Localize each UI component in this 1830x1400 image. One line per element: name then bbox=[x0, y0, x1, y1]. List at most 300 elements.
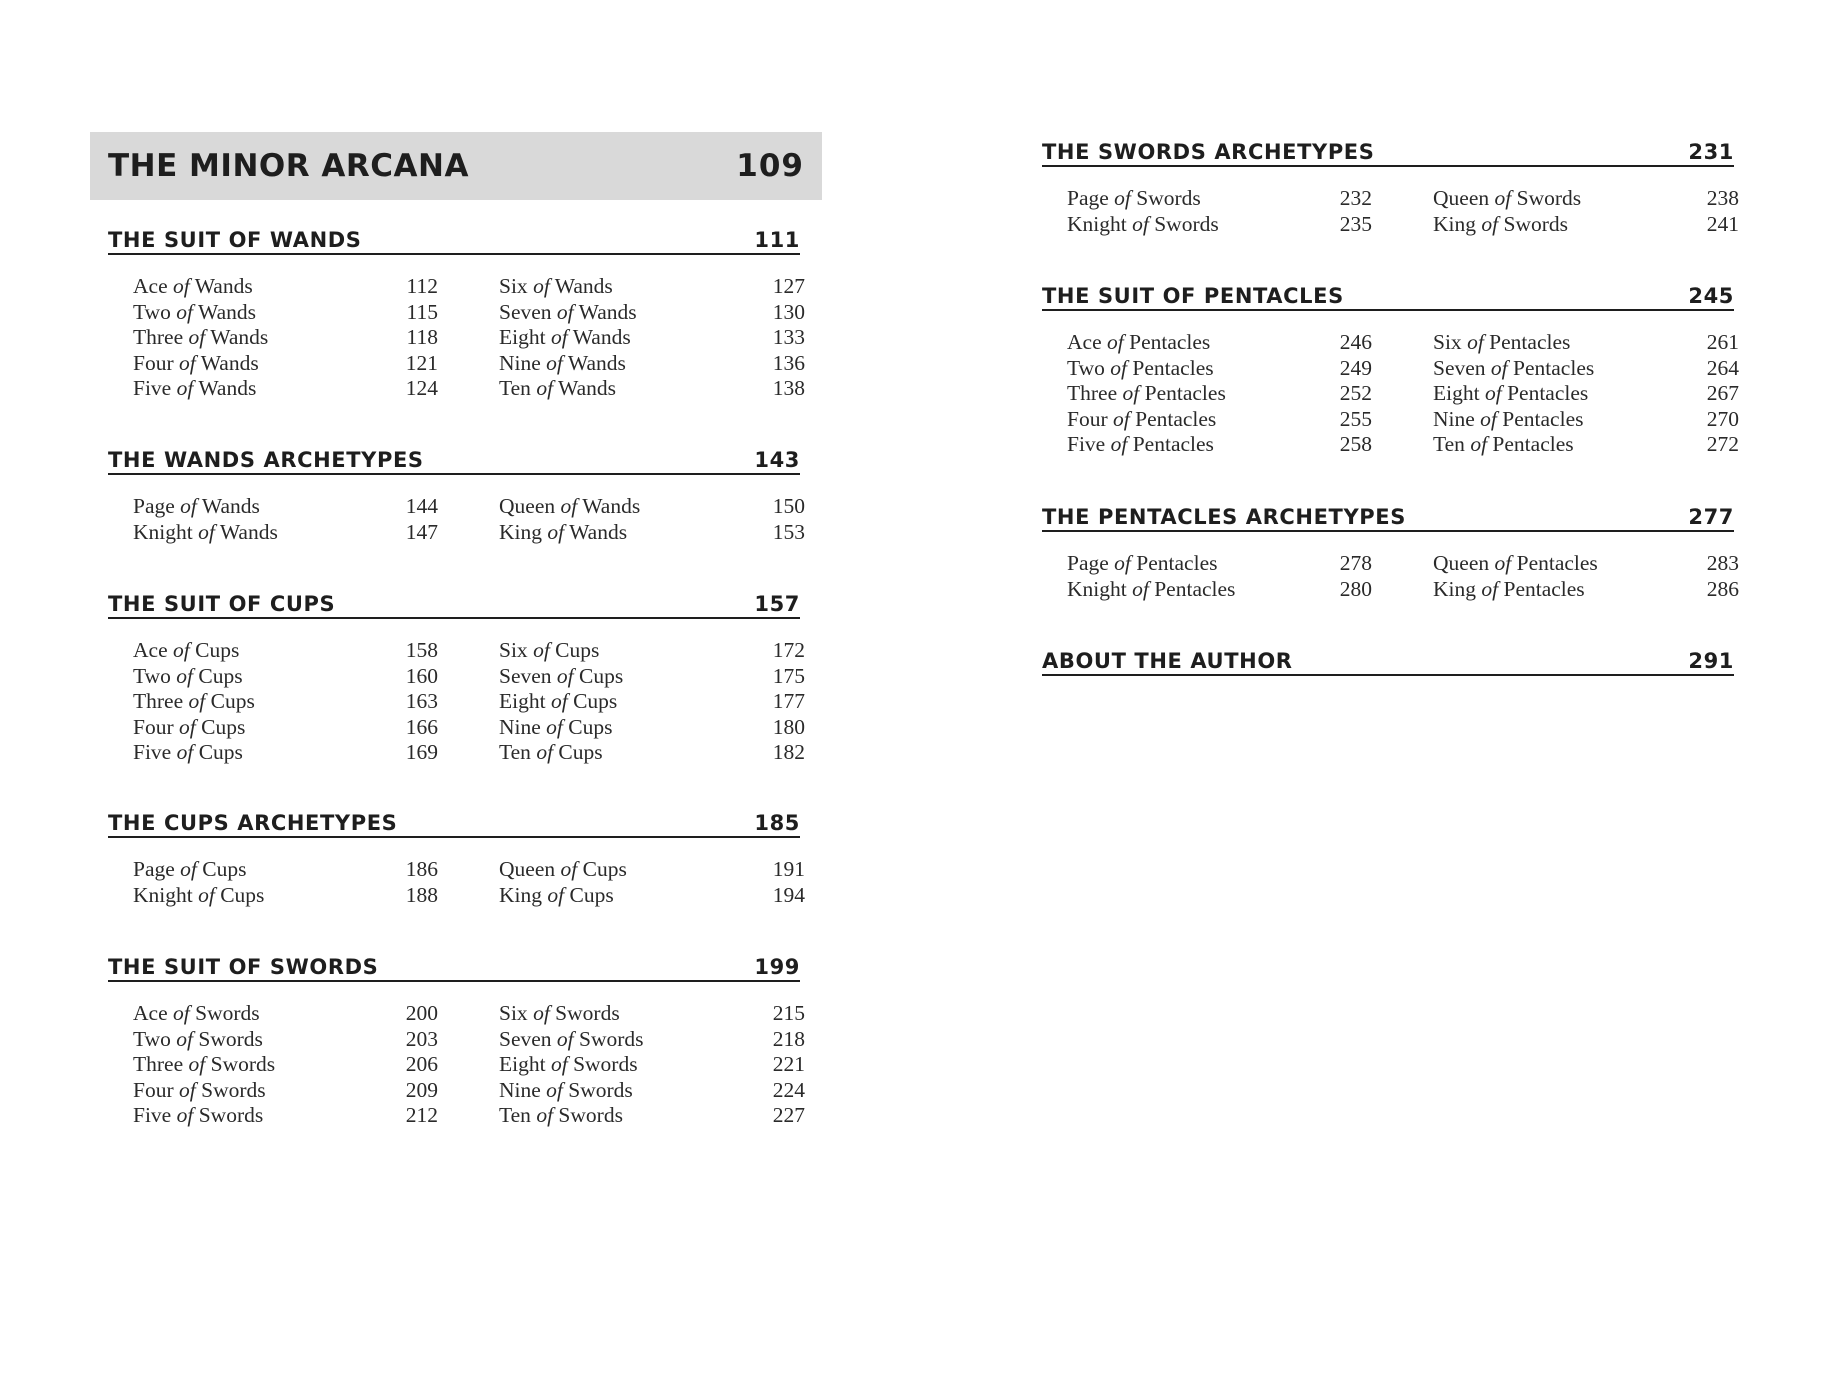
toc-entry-label[interactable] bbox=[499, 325, 749, 351]
section-title: THE PENTACLES ARCHETYPES bbox=[1042, 505, 1406, 529]
section-title: THE SUIT OF SWORDS bbox=[108, 955, 379, 979]
entry-suit: Pentacles bbox=[1132, 355, 1214, 380]
entry-connector: of bbox=[547, 882, 565, 907]
entry-connector: of bbox=[176, 1103, 194, 1128]
entry-column-left bbox=[133, 274, 438, 402]
entry-suit: Cups bbox=[568, 714, 613, 739]
toc-entry-label[interactable] bbox=[133, 494, 373, 520]
toc-entry-page: 272 bbox=[1706, 432, 1739, 457]
toc-entry-page: 203 bbox=[405, 1026, 438, 1051]
entry-columns bbox=[1067, 186, 1739, 237]
toc-entry-page: 127 bbox=[772, 274, 805, 298]
entry-rank: Two bbox=[133, 663, 171, 688]
entry-connector: of bbox=[550, 1052, 568, 1077]
toc-entry-label[interactable] bbox=[1433, 186, 1683, 212]
entry-suit: Wands bbox=[582, 494, 641, 518]
entry-connector: of bbox=[1490, 355, 1508, 380]
entry-connector: of bbox=[1110, 432, 1128, 457]
entry-suit: Cups bbox=[569, 882, 614, 907]
entry-suit: Pentacles bbox=[1492, 432, 1574, 457]
entry-suit: Wands bbox=[569, 519, 628, 544]
toc-entry-page: 241 bbox=[1706, 211, 1739, 236]
toc-entry-page: 160 bbox=[405, 663, 438, 688]
toc-section bbox=[108, 952, 805, 1129]
section-heading[interactable] bbox=[108, 952, 800, 982]
entry-connector: of bbox=[1470, 432, 1488, 457]
toc-entry-label[interactable] bbox=[499, 1103, 749, 1129]
section-heading[interactable] bbox=[1042, 137, 1734, 167]
toc-entry-page: 252 bbox=[1339, 381, 1372, 406]
entry-rank: Queen bbox=[499, 857, 556, 881]
toc-entry-label[interactable] bbox=[1433, 330, 1683, 356]
entry-rank: Two bbox=[1067, 355, 1105, 380]
toc-entry-label[interactable] bbox=[499, 638, 749, 664]
toc-entry-page: 278 bbox=[1339, 551, 1372, 575]
entry-rank: Page bbox=[133, 494, 175, 518]
entry-suit: Swords bbox=[198, 1103, 264, 1128]
toc-entry-label[interactable] bbox=[133, 1027, 373, 1053]
entry-suit: Pentacles bbox=[1154, 576, 1236, 601]
entry-rank: King bbox=[499, 882, 542, 907]
entry-suit: Wands bbox=[558, 376, 617, 401]
entry-rank: Three bbox=[133, 689, 184, 714]
toc-entry-label[interactable] bbox=[499, 351, 749, 377]
entry-suit: Pentacles bbox=[1489, 330, 1571, 354]
section-heading[interactable] bbox=[108, 808, 800, 838]
entry-rank: Queen bbox=[499, 494, 556, 518]
entry-connector: of bbox=[536, 376, 554, 401]
entry-columns bbox=[133, 494, 805, 545]
section-page-number: 199 bbox=[754, 955, 800, 979]
toc-entry-page: 188 bbox=[405, 882, 438, 907]
toc-entry-page: 118 bbox=[406, 325, 438, 350]
entry-connector: of bbox=[1481, 211, 1499, 236]
entry-rank: King bbox=[1433, 576, 1476, 601]
entry-suit: Swords bbox=[1136, 186, 1201, 210]
toc-section bbox=[108, 808, 805, 908]
entry-suit: Wands bbox=[567, 350, 626, 375]
toc-entry-label[interactable] bbox=[133, 1001, 373, 1027]
entry-connector: of bbox=[188, 325, 206, 350]
toc-section bbox=[1042, 502, 1739, 602]
entry-suit: Wands bbox=[578, 299, 637, 324]
entry-rank: Nine bbox=[1433, 406, 1475, 431]
entry-column-right bbox=[1433, 186, 1738, 237]
entry-connector: of bbox=[198, 882, 215, 907]
toc-entry-label[interactable] bbox=[133, 351, 373, 377]
toc-entry-page: 238 bbox=[1706, 186, 1739, 210]
toc-entry-page: 280 bbox=[1339, 576, 1372, 601]
entry-connector: of bbox=[550, 325, 568, 350]
entry-rank: Ten bbox=[499, 376, 531, 401]
toc-entry-page: 150 bbox=[772, 494, 805, 518]
entry-column-right bbox=[499, 494, 804, 545]
entry-column-left bbox=[133, 494, 438, 545]
toc-entry-label[interactable] bbox=[133, 274, 373, 300]
entry-connector: of bbox=[1494, 551, 1512, 575]
toc-entry-label[interactable] bbox=[1067, 356, 1307, 382]
entry-connector: of bbox=[546, 350, 563, 375]
toc-entry-label[interactable] bbox=[499, 883, 749, 909]
entry-connector: of bbox=[1467, 330, 1484, 354]
entry-rank: Ten bbox=[499, 740, 531, 765]
entry-rank: Eight bbox=[499, 689, 546, 714]
toc-entry-label[interactable] bbox=[133, 857, 373, 883]
toc-section bbox=[1042, 137, 1739, 237]
entry-connector: of bbox=[1114, 551, 1131, 575]
entry-connector: of bbox=[1107, 330, 1124, 354]
toc-entry-page: 200 bbox=[405, 1001, 438, 1025]
entry-suit: Wands bbox=[219, 519, 278, 544]
entry-connector: of bbox=[1484, 381, 1502, 406]
entry-suit: Pentacles bbox=[1502, 406, 1584, 431]
toc-entry-page: 246 bbox=[1339, 330, 1372, 354]
entry-rank: Three bbox=[133, 1052, 184, 1077]
toc-entry-label[interactable] bbox=[133, 1052, 373, 1078]
entry-suit: Cups bbox=[573, 689, 618, 714]
entry-suit: Pentacles bbox=[1513, 355, 1595, 380]
entry-suit: Pentacles bbox=[1135, 406, 1217, 431]
entry-columns bbox=[1067, 551, 1739, 602]
entry-rank: Six bbox=[1433, 330, 1462, 354]
toc-entry-page: 158 bbox=[405, 638, 438, 662]
entry-rank: Ace bbox=[133, 274, 168, 298]
toc-entry-label[interactable] bbox=[1067, 407, 1307, 433]
entry-connector: of bbox=[176, 663, 194, 688]
toc-entry-page: 255 bbox=[1339, 406, 1372, 431]
entry-column-left bbox=[1067, 551, 1372, 602]
entry-connector: of bbox=[560, 494, 578, 518]
toc-entry-label[interactable] bbox=[133, 300, 373, 326]
toc-entry-label[interactable] bbox=[499, 740, 749, 766]
toc-entry-label[interactable] bbox=[1433, 356, 1683, 382]
entry-rank: Seven bbox=[1433, 355, 1486, 380]
toc-entry-page: 221 bbox=[772, 1052, 805, 1077]
entry-rank: Page bbox=[1067, 551, 1109, 575]
section-page-number: 143 bbox=[754, 448, 800, 472]
entry-connector: of bbox=[1122, 381, 1140, 406]
entry-columns bbox=[1067, 330, 1739, 458]
entry-suit: Swords bbox=[568, 1077, 633, 1102]
toc-entry-label[interactable] bbox=[133, 883, 373, 909]
entry-column-right bbox=[499, 857, 804, 908]
entry-suit: Pentacles bbox=[1136, 551, 1218, 575]
entry-suit: Cups bbox=[579, 663, 624, 688]
section-page-number: 291 bbox=[1688, 649, 1734, 673]
entry-rank: Knight bbox=[1067, 211, 1127, 236]
toc-entry-page: 182 bbox=[772, 740, 805, 765]
entry-suit: Pentacles bbox=[1507, 381, 1589, 406]
entry-connector: of bbox=[1132, 211, 1149, 236]
toc-entry-label[interactable] bbox=[499, 715, 749, 741]
toc-entry-label[interactable] bbox=[1067, 330, 1307, 356]
entry-rank: Eight bbox=[1433, 381, 1480, 406]
entry-rank: Four bbox=[133, 714, 174, 739]
entry-rank: Queen bbox=[1433, 186, 1490, 210]
toc-entry-page: 115 bbox=[406, 299, 438, 324]
toc-entry-label[interactable] bbox=[499, 520, 749, 546]
entry-rank: Page bbox=[133, 857, 175, 881]
entry-connector: of bbox=[533, 638, 550, 662]
entry-suit: Swords bbox=[555, 1001, 620, 1025]
toc-entry-label[interactable] bbox=[1433, 432, 1683, 458]
entry-column-left bbox=[1067, 186, 1372, 237]
entry-connector: of bbox=[1481, 576, 1499, 601]
toc-entry-page: 227 bbox=[772, 1103, 805, 1128]
toc-entry-label[interactable] bbox=[133, 638, 373, 664]
section-heading[interactable] bbox=[108, 589, 800, 619]
entry-rank: Ten bbox=[1433, 432, 1465, 457]
section-heading[interactable] bbox=[1042, 646, 1734, 676]
toc-entry-label[interactable] bbox=[1433, 381, 1683, 407]
entry-connector: of bbox=[176, 299, 194, 324]
toc-entry-label[interactable] bbox=[1067, 212, 1307, 238]
section-heading[interactable] bbox=[108, 225, 800, 255]
toc-entry-label[interactable] bbox=[499, 1027, 749, 1053]
entry-connector: of bbox=[536, 740, 554, 765]
entry-rank: Five bbox=[133, 1103, 172, 1128]
entry-suit: Cups bbox=[202, 857, 247, 881]
entry-rank: Five bbox=[1067, 432, 1106, 457]
entry-connector: of bbox=[560, 857, 578, 881]
entry-suit: Wands bbox=[572, 325, 631, 350]
toc-entry-label[interactable] bbox=[133, 325, 373, 351]
entry-rank: Seven bbox=[499, 663, 552, 688]
toc-entry-label[interactable] bbox=[1067, 432, 1307, 458]
toc-entry-label[interactable] bbox=[499, 274, 749, 300]
toc-entry-page: 112 bbox=[406, 274, 438, 298]
toc-entry-page: 258 bbox=[1339, 432, 1372, 457]
toc-entry-page: 209 bbox=[405, 1077, 438, 1102]
entry-rank: Four bbox=[133, 350, 174, 375]
section-page-number: 245 bbox=[1688, 284, 1734, 308]
entry-suit: Wands bbox=[194, 274, 253, 298]
toc-entry-page: 144 bbox=[405, 494, 438, 518]
entry-column-right bbox=[1433, 330, 1738, 458]
entry-connector: of bbox=[173, 1001, 190, 1025]
entry-connector: of bbox=[176, 376, 194, 401]
toc-entry-page: 177 bbox=[772, 689, 805, 714]
entry-rank: Six bbox=[499, 274, 528, 298]
section-page-number: 157 bbox=[754, 592, 800, 616]
section-heading[interactable] bbox=[1042, 502, 1734, 532]
entry-connector: of bbox=[533, 1001, 550, 1025]
toc-entry-page: 180 bbox=[772, 714, 805, 739]
toc-entry-label[interactable] bbox=[133, 520, 373, 546]
toc-entry-page: 218 bbox=[772, 1026, 805, 1051]
section-heading[interactable] bbox=[108, 445, 800, 475]
toc-entry-page: 133 bbox=[772, 325, 805, 350]
entry-column-right bbox=[499, 274, 804, 402]
part-page-number: 109 bbox=[736, 148, 804, 184]
entry-column-left bbox=[1067, 330, 1372, 458]
toc-section bbox=[1042, 646, 1734, 676]
toc-entry-label[interactable] bbox=[499, 664, 749, 690]
toc-entry-page: 121 bbox=[405, 350, 438, 375]
entry-suit: Cups bbox=[555, 638, 600, 662]
toc-entry-page: 124 bbox=[405, 376, 438, 401]
toc-entry-label[interactable] bbox=[499, 1052, 749, 1078]
toc-entry-page: 138 bbox=[772, 376, 805, 401]
entry-suit: Swords bbox=[198, 1026, 263, 1051]
toc-entry-label[interactable] bbox=[1067, 551, 1307, 577]
entry-rank: King bbox=[499, 519, 542, 544]
entry-rank: Four bbox=[1067, 406, 1108, 431]
toc-entry-label[interactable] bbox=[499, 376, 749, 402]
entry-suit: Swords bbox=[1154, 211, 1219, 236]
toc-entry-label[interactable] bbox=[133, 1078, 373, 1104]
entry-connector: of bbox=[176, 1026, 194, 1051]
toc-entry-label[interactable] bbox=[1067, 381, 1307, 407]
entry-rank: Four bbox=[133, 1077, 174, 1102]
entry-column-right bbox=[1433, 551, 1738, 602]
entry-connector: of bbox=[1110, 355, 1128, 380]
entry-connector: of bbox=[180, 494, 197, 518]
entry-columns bbox=[133, 274, 805, 402]
toc-entry-page: 261 bbox=[1706, 330, 1739, 354]
toc-entry-label[interactable] bbox=[499, 689, 749, 715]
entry-rank: Two bbox=[133, 299, 171, 324]
toc-entry-page: 267 bbox=[1706, 381, 1739, 406]
toc-entry-label[interactable] bbox=[1433, 212, 1683, 238]
section-page-number: 231 bbox=[1688, 140, 1734, 164]
entry-suit: Pentacles bbox=[1516, 551, 1598, 575]
entry-suit: Cups bbox=[210, 689, 255, 714]
entry-column-left bbox=[133, 1001, 438, 1129]
entry-rank: Nine bbox=[499, 350, 541, 375]
toc-entry-page: 147 bbox=[405, 519, 438, 544]
toc-entry-page: 224 bbox=[772, 1077, 805, 1102]
entry-connector: of bbox=[556, 1026, 574, 1051]
entry-suit: Swords bbox=[210, 1052, 276, 1077]
entry-rank: Ten bbox=[499, 1103, 531, 1128]
toc-entry-page: 163 bbox=[405, 689, 438, 714]
entry-connector: of bbox=[546, 714, 563, 739]
toc-entry-label[interactable] bbox=[1067, 186, 1307, 212]
section-title: THE SUIT OF CUPS bbox=[108, 592, 336, 616]
entry-rank: Ace bbox=[1067, 330, 1102, 354]
entry-connector: of bbox=[173, 274, 190, 298]
toc-entry-page: 264 bbox=[1706, 355, 1739, 380]
entry-rank: Nine bbox=[499, 714, 541, 739]
toc-entry-label[interactable] bbox=[499, 300, 749, 326]
toc-entry-label[interactable] bbox=[1433, 407, 1683, 433]
entry-connector: of bbox=[1480, 406, 1497, 431]
entry-rank: Three bbox=[1067, 381, 1118, 406]
entry-rank: Six bbox=[499, 1001, 528, 1025]
entry-connector: of bbox=[1132, 576, 1149, 601]
entry-columns bbox=[133, 857, 805, 908]
toc-entry-label[interactable] bbox=[133, 715, 373, 741]
entry-rank: Eight bbox=[499, 325, 546, 350]
entry-columns bbox=[133, 1001, 805, 1129]
entry-connector: of bbox=[533, 274, 550, 298]
toc-entry-label[interactable] bbox=[499, 494, 749, 520]
entry-column-left bbox=[133, 638, 438, 766]
toc-entry-label[interactable] bbox=[1067, 577, 1307, 603]
section-page-number: 185 bbox=[754, 811, 800, 835]
toc-section bbox=[108, 225, 805, 402]
entry-connector: of bbox=[556, 299, 574, 324]
toc-entry-page: 172 bbox=[772, 638, 805, 662]
toc-section bbox=[108, 589, 805, 766]
section-title: THE CUPS ARCHETYPES bbox=[108, 811, 398, 835]
toc-entry-label[interactable] bbox=[1433, 551, 1683, 577]
entry-suit: Pentacles bbox=[1503, 576, 1585, 601]
toc-entry-page: 175 bbox=[772, 663, 805, 688]
toc-entry-page: 194 bbox=[772, 882, 805, 907]
toc-entry-page: 215 bbox=[772, 1001, 805, 1025]
entry-column-left bbox=[133, 857, 438, 908]
entry-connector: of bbox=[179, 1077, 196, 1102]
entry-suit: Swords bbox=[201, 1077, 266, 1102]
entry-suit: Wands bbox=[198, 299, 257, 324]
entry-connector: of bbox=[173, 638, 190, 662]
entry-suit: Swords bbox=[558, 1103, 623, 1128]
entry-suit: Cups bbox=[582, 857, 627, 881]
entry-connector: of bbox=[1494, 186, 1512, 210]
entry-rank: Knight bbox=[133, 519, 193, 544]
entry-rank: Knight bbox=[1067, 576, 1127, 601]
entry-rank: Ace bbox=[133, 1001, 168, 1025]
toc-entry-page: 212 bbox=[405, 1103, 438, 1128]
toc-entry-page: 153 bbox=[772, 519, 805, 544]
toc-entry-label[interactable] bbox=[499, 1001, 749, 1027]
entry-suit: Cups bbox=[198, 663, 243, 688]
toc-entry-label[interactable] bbox=[133, 376, 373, 402]
entry-rank: Eight bbox=[499, 1052, 546, 1077]
entry-connector: of bbox=[536, 1103, 554, 1128]
entry-suit: Swords bbox=[195, 1001, 260, 1025]
toc-entry-label[interactable] bbox=[499, 1078, 749, 1104]
toc-entry-label[interactable] bbox=[1433, 577, 1683, 603]
entry-suit: Swords bbox=[1516, 186, 1582, 210]
toc-entry-label[interactable] bbox=[499, 857, 749, 883]
entry-connector: of bbox=[179, 350, 196, 375]
entry-columns bbox=[133, 638, 805, 766]
section-title: ABOUT THE AUTHOR bbox=[1042, 649, 1293, 673]
section-title: THE SWORDS ARCHETYPES bbox=[1042, 140, 1375, 164]
toc-entry-label[interactable] bbox=[133, 664, 373, 690]
part-banner[interactable] bbox=[90, 132, 822, 200]
entry-suit: Wands bbox=[554, 274, 613, 298]
entry-suit: Swords bbox=[573, 1052, 638, 1077]
entry-rank: Seven bbox=[499, 1026, 552, 1051]
toc-entry-label[interactable] bbox=[133, 689, 373, 715]
toc-entry-page: 169 bbox=[405, 740, 438, 765]
entry-column-right bbox=[499, 638, 804, 766]
toc-entry-label[interactable] bbox=[133, 1103, 373, 1129]
entry-rank: King bbox=[1433, 211, 1476, 236]
toc-entry-page: 130 bbox=[772, 299, 805, 324]
entry-connector: of bbox=[550, 689, 568, 714]
entry-suit: Cups bbox=[198, 740, 243, 765]
entry-rank: Queen bbox=[1433, 551, 1490, 575]
entry-connector: of bbox=[547, 519, 565, 544]
toc-entry-page: 283 bbox=[1706, 551, 1739, 575]
toc-entry-label[interactable] bbox=[133, 740, 373, 766]
toc-entry-page: 249 bbox=[1339, 355, 1372, 380]
entry-suit: Cups bbox=[201, 714, 246, 739]
entry-column-right bbox=[499, 1001, 804, 1129]
toc-entry-page: 136 bbox=[772, 350, 805, 375]
entry-rank: Two bbox=[133, 1026, 171, 1051]
entry-connector: of bbox=[188, 689, 206, 714]
entry-suit: Cups bbox=[558, 740, 603, 765]
entry-suit: Pentacles bbox=[1129, 330, 1211, 354]
entry-suit: Wands bbox=[210, 325, 269, 350]
section-heading[interactable] bbox=[1042, 281, 1734, 311]
